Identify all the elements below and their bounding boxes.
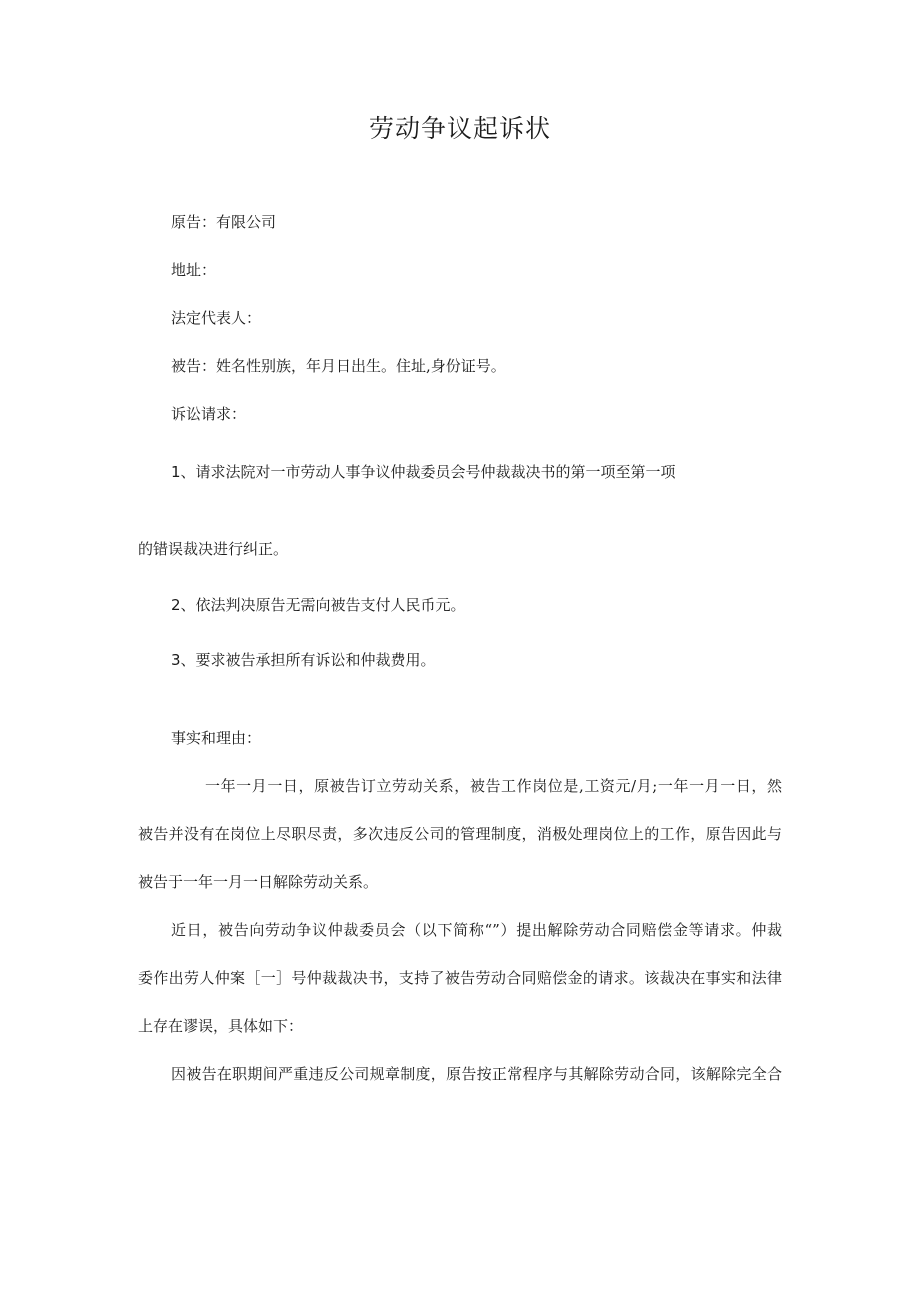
document-title: 劳动争议起诉状 bbox=[368, 114, 551, 143]
claim-text: 、依法判决原告无需向被告支付人民币元。 bbox=[180, 596, 466, 614]
claim-text: 、请求法院对一市劳动人事争议仲裁委员会号仲裁裁决书的第一项至第一项 bbox=[180, 463, 676, 481]
facts-paragraph-2-line-1: 近日，被告向劳动争议仲裁委员会（以下简称“”）提出解除劳动合同赔偿金等请求。仲裁 bbox=[171, 921, 782, 939]
address-line: 地址： bbox=[171, 261, 217, 279]
claim-number: 1 bbox=[171, 463, 181, 481]
claim-item-1 bbox=[171, 461, 676, 483]
claim-item-3 bbox=[171, 649, 436, 671]
claim-number: 3 bbox=[171, 651, 181, 669]
facts-paragraph-2-line-2: 委作出劳人仲案［一］号仲裁裁决书，支持了被告劳动合同赔偿金的请求。该裁决在事实和法律 bbox=[138, 969, 782, 987]
plaintiff-line: 原告：有限公司 bbox=[171, 213, 277, 231]
facts-heading: 事实和理由： bbox=[171, 729, 262, 747]
claim-item-1-continuation: 的错误裁决进行纠正。 bbox=[138, 540, 289, 558]
facts-paragraph-1-line-1: 一年一月一日，原被告订立劳动关系，被告工作岗位是,工资元/月;一年一月一日，然 bbox=[205, 777, 782, 795]
claim-text: 、要求被告承担所有诉讼和仲裁费用。 bbox=[180, 651, 436, 669]
defendant-line: 被告：姓名性别族，年月日出生。住址,身份证号。 bbox=[171, 357, 506, 375]
facts-paragraph-2-line-3: 上存在谬误，具体如下： bbox=[138, 1017, 304, 1035]
facts-paragraph-1-line-2: 被告并没有在岗位上尽职尽责，多次违反公司的管理制度，消极处理岗位上的工作，原告因此与 bbox=[138, 825, 782, 843]
claims-heading: 诉讼请求： bbox=[171, 405, 247, 423]
facts-paragraph-1-line-3: 被告于一年一月一日解除劳动关系。 bbox=[138, 873, 379, 891]
facts-paragraph-3-line-1: 因被告在职期间严重违反公司规章制度，原告按正常程序与其解除劳动合同，该解除完全合 bbox=[171, 1065, 782, 1083]
legal-representative-line: 法定代表人： bbox=[171, 309, 262, 327]
claim-number: 2 bbox=[171, 596, 181, 614]
claim-item-2 bbox=[171, 594, 466, 616]
